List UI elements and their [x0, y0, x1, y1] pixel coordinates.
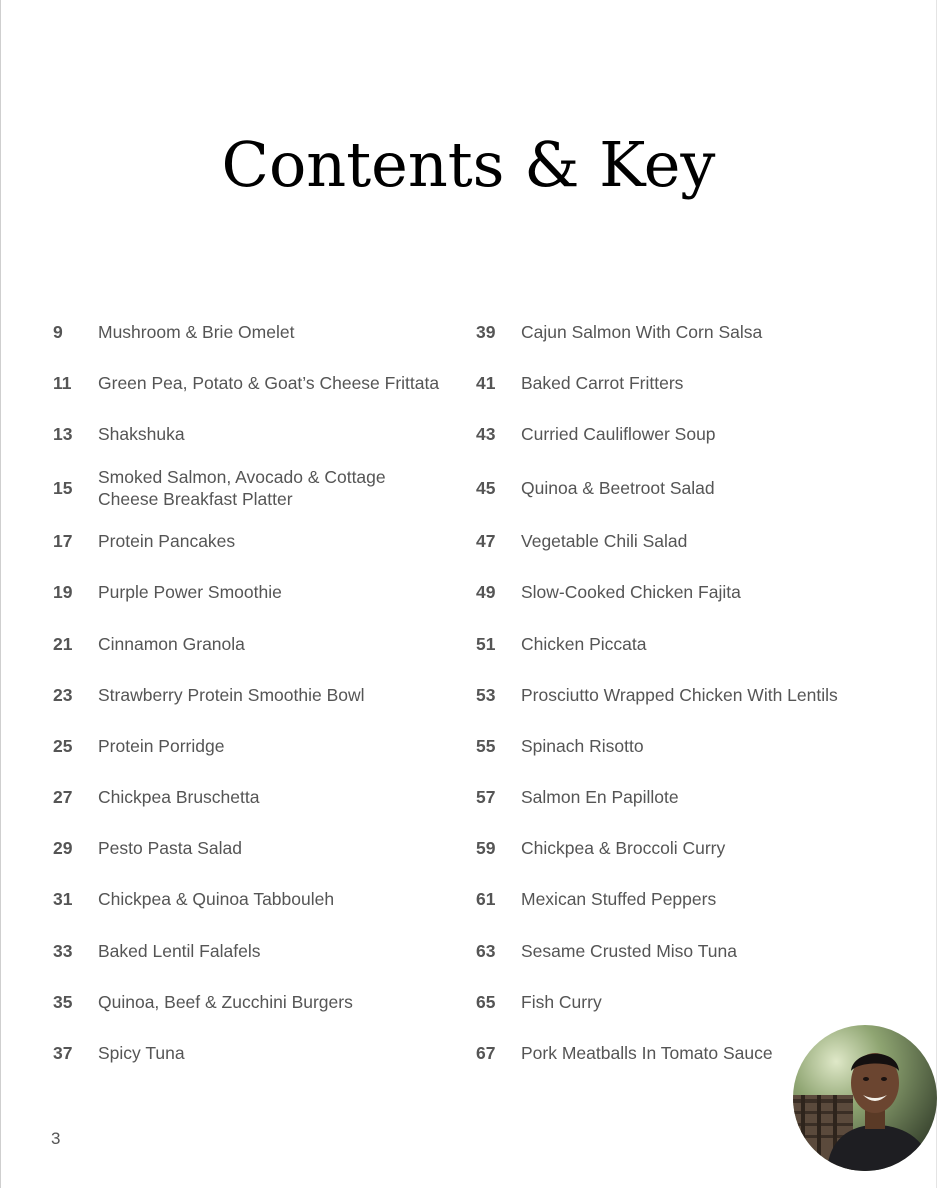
toc-recipe-name: Salmon En Papillote — [521, 787, 679, 808]
toc-page-number: 15 — [53, 477, 73, 498]
toc-entry[interactable] — [476, 976, 896, 1027]
toc-entry[interactable] — [53, 976, 468, 1027]
toc-page-number: 51 — [476, 633, 496, 654]
toc-entry[interactable] — [53, 567, 468, 618]
toc-entry[interactable] — [53, 1027, 468, 1078]
toc-page-number: 37 — [53, 1043, 73, 1064]
toc-recipe-name: Chickpea & Broccoli Curry — [521, 838, 726, 859]
toc-recipe-name: Chickpea & Quinoa Tabbouleh — [98, 889, 335, 910]
toc-entry[interactable] — [53, 460, 468, 516]
toc-entry[interactable] — [476, 357, 896, 408]
toc-entry[interactable] — [53, 306, 468, 357]
page-title: Contents & Key — [221, 128, 716, 201]
toc-recipe-name: Quinoa, Beef & Zucchini Burgers — [98, 991, 353, 1012]
toc-page-number: 35 — [53, 991, 73, 1012]
toc-page-number: 49 — [476, 582, 496, 603]
author-photo-icon — [793, 1025, 937, 1171]
toc-page-number: 13 — [53, 423, 73, 444]
toc-entry[interactable] — [476, 772, 896, 823]
toc-page-number: 43 — [476, 423, 496, 444]
toc-page-number: 33 — [53, 940, 73, 961]
toc-page-number: 53 — [476, 684, 496, 705]
toc-entry[interactable] — [53, 720, 468, 771]
toc-entry[interactable] — [53, 925, 468, 976]
toc-recipe-name: Cinnamon Granola — [98, 633, 245, 654]
toc-page-number: 63 — [476, 940, 496, 961]
toc-entry[interactable] — [476, 823, 896, 874]
toc-page-number: 55 — [476, 735, 496, 756]
toc-page-number: 17 — [53, 531, 73, 552]
toc-entry[interactable] — [476, 306, 896, 357]
toc-recipe-name: Green Pea, Potato & Goat’s Cheese Frittata — [98, 372, 440, 393]
toc-entry[interactable] — [53, 669, 468, 720]
contents-column-right — [476, 306, 896, 1079]
toc-entry[interactable] — [476, 618, 896, 669]
toc-page-number: 31 — [53, 889, 73, 910]
toc-recipe-name: Cajun Salmon With Corn Salsa — [521, 321, 763, 342]
toc-page-number: 45 — [476, 477, 496, 498]
toc-page-number: 25 — [53, 735, 73, 756]
toc-recipe-name: Fish Curry — [521, 991, 602, 1012]
toc-recipe-name: Curried Cauliflower Soup — [521, 423, 716, 444]
toc-entry[interactable] — [53, 408, 468, 459]
toc-recipe-name: Vegetable Chili Salad — [521, 531, 688, 552]
toc-entry[interactable] — [53, 772, 468, 823]
toc-page-number: 59 — [476, 838, 496, 859]
toc-page-number: 47 — [476, 531, 496, 552]
toc-recipe-name: Chicken Piccata — [521, 633, 647, 654]
toc-recipe-name: Slow-Cooked Chicken Fajita — [521, 582, 741, 603]
toc-entry[interactable] — [476, 516, 896, 567]
toc-entry[interactable] — [476, 567, 896, 618]
toc-recipe-name: Protein Porridge — [98, 735, 225, 756]
toc-entry[interactable] — [53, 874, 468, 925]
toc-entry[interactable] — [476, 460, 896, 516]
toc-recipe-name: Mexican Stuffed Peppers — [521, 889, 717, 910]
author-avatar — [793, 1025, 937, 1171]
toc-recipe-name: Quinoa & Beetroot Salad — [521, 477, 715, 498]
toc-page-number: 23 — [53, 684, 73, 705]
toc-page-number: 39 — [476, 321, 496, 342]
toc-page-number: 61 — [476, 889, 496, 910]
toc-entry[interactable] — [476, 669, 896, 720]
toc-recipe-name: Smoked Salmon, Avocado & Cottage Cheese Breakfast Platter — [98, 466, 386, 509]
toc-recipe-name: Strawberry Protein Smoothie Bowl — [98, 684, 365, 705]
toc-entry[interactable] — [476, 720, 896, 771]
toc-recipe-name: Spinach Risotto — [521, 735, 644, 756]
toc-recipe-name: Pork Meatballs In Tomato Sauce — [521, 1043, 773, 1064]
toc-page-number: 27 — [53, 787, 73, 808]
toc-recipe-name: Baked Carrot Fritters — [521, 372, 684, 393]
toc-recipe-name: Sesame Crusted Miso Tuna — [521, 940, 737, 961]
toc-recipe-name: Spicy Tuna — [98, 1043, 185, 1064]
toc-page-number: 19 — [53, 582, 73, 603]
toc-recipe-name: Protein Pancakes — [98, 531, 236, 552]
page-number: 3 — [51, 1129, 61, 1148]
toc-recipe-name: Chickpea Bruschetta — [98, 787, 260, 808]
toc-entry[interactable] — [476, 925, 896, 976]
toc-entry[interactable] — [53, 618, 468, 669]
toc-page-number: 65 — [476, 991, 496, 1012]
toc-page-number: 21 — [53, 633, 73, 654]
toc-recipe-name: Shakshuka — [98, 423, 185, 444]
toc-recipe-name: Mushroom & Brie Omelet — [98, 321, 295, 342]
toc-entry[interactable] — [476, 408, 896, 459]
toc-page-number: 41 — [476, 372, 496, 393]
toc-page-number: 29 — [53, 838, 73, 859]
toc-recipe-name: Prosciutto Wrapped Chicken With Lentils — [521, 684, 838, 705]
toc-recipe-name: Purple Power Smoothie — [98, 582, 282, 603]
toc-recipe-name: Pesto Pasta Salad — [98, 838, 242, 859]
toc-page-number: 67 — [476, 1043, 496, 1064]
toc-entry[interactable] — [53, 516, 468, 567]
toc-page-number: 11 — [53, 372, 72, 393]
contents-column-left — [53, 306, 468, 1079]
toc-recipe-name: Baked Lentil Falafels — [98, 940, 261, 961]
toc-entry[interactable] — [476, 874, 896, 925]
toc-entry[interactable] — [53, 823, 468, 874]
toc-page-number: 9 — [53, 321, 63, 342]
toc-page-number: 57 — [476, 787, 496, 808]
toc-entry[interactable] — [53, 357, 468, 408]
